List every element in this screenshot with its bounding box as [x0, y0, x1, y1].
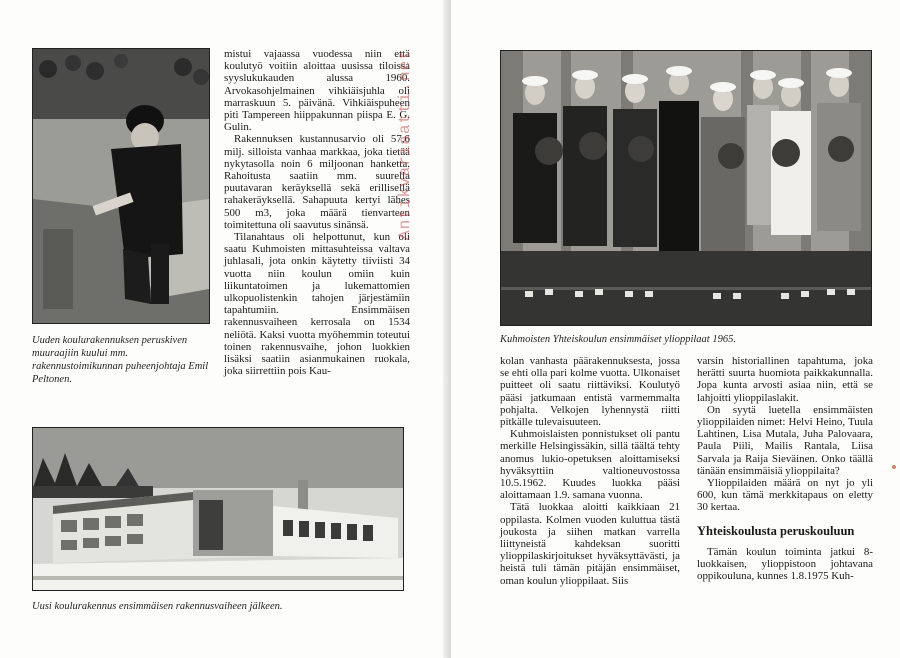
watermark: Antikvariaatti.net	[396, 49, 414, 240]
right-col1-paragraph-1: kolan vanhasta päärakennuksesta, jossa se ehti olla pari kolme vuotta. Ulkonaiset puitteet oli saatu riittäviksi. Koulutyö pääsi jatkumaan entistä varmemmalta pohjalta. Velkojen lyhennystä riitti pitkälle tulevaisuuteen.	[500, 355, 680, 429]
left-paragraph-2: Rakennuksen kustannusarvio oli 57,6 milj. silloista vanhaa markkaa, joka tietää nykytasolla noin 6 miljoonan hanketta. Rahoitusta saatiin mm. suurella puutavaran keräyksellä sekä erillisellä rahakeräyksellä. Sahapuuta kertyi lähes 500 m3, joka määrä tienvarteen toimitettuna oli saavutus sinänsä.	[224, 133, 410, 231]
section-heading: Yhteiskoulusta peruskouluun	[697, 523, 855, 538]
left-page	[0, 0, 449, 658]
right-col2-paragraph-1: varsin historiallinen tapahtuma, joka herätti suurta huomiota paikkakunnalla. Jopa kunta arvosti asiaa niin, että se lahjoitti ylioppilaslakit.	[697, 355, 873, 404]
left-text-column	[224, 48, 410, 377]
right-text-column-1	[500, 355, 680, 587]
right-text-column-2	[697, 355, 873, 582]
section-paragraph: Tämän koulun toiminta jatkui 8-luokkaisen, ylioppistoon johtavana oppikouluna, kunnes 1.8.1975 Kuh-	[697, 545, 873, 583]
caption-first-graduates: Kuhmoisten Yhteiskoulun ensimmäiset ylioppilaat 1965.	[500, 334, 736, 345]
caption-foundation-stone: Uuden koulurakennuksen peruskiven muuraajiin kuului mm. rakennustoimikunnan puheenjohtaja Emil Peltonen.	[32, 335, 209, 385]
left-paragraph-1: mistui vajaassa vuodessa niin että koulutyö voitiin aloittaa uusissa tiloissa syyslukukauden alussa 1960. Arvokasohjelmainen vihkiäisjuhla oli marraskuun 5. päivänä. Vihkiäispuheen piti Tampereen hiippakunnan piispa E. G. Gulin.	[224, 48, 410, 134]
margin-speck	[892, 465, 896, 469]
caption-school-building: Uusi koulurakennus ensimmäisen rakennusvaiheen jälkeen.	[32, 601, 283, 612]
right-col1-paragraph-2: Kuhmoislaisten ponnistukset oli pantu merkille Helsingissäkin, sillä täältä tehty anomus lukio-opetuksen aloittamiseksi hyväksyttiin valtioneuvostossa 10.5.1962. Kuudes luokka pääsi aloittamaan 1.9. samana vuonna.	[500, 428, 680, 502]
left-paragraph-3: Tilanahtaus oli helpottunut, kun oli saatu Kuhmoisten mittasuhteissa valtava juhlasali, jota onkin käytetty tiiviisti 34 vuotta niin koulun omiin kuin liikuntatoimen ja lukemattomien ulkopuolistenkin tahojen järjestämiin tapahtumiin. Ensimmäisen rakennusvaiheen kerrosala on 1534 neliötä. Kaksi vuotta myöhemmin toteutui toinen rakennusvaihe, johon luokkien lisäksi saatiin asianmukainen ruokala, joka siirrettiin pois Kau-	[224, 231, 410, 378]
photo-foundation-stone	[32, 48, 210, 324]
photo-school-building	[32, 427, 404, 591]
right-col2-paragraph-2: On syytä luetella ensimmäisten ylioppilaiden nimet: Helvi Heino, Tuula Lahtinen, Lisa Mutala, Juha Palovaara, Paula Piili, Mailis Rantala, Liisa Sarvala ja Raija Sieväinen. Onko täällä tänään ensimmäisiä ylioppilaita?	[697, 403, 873, 477]
right-col1-paragraph-3: Tätä luokkaa aloitti kaikkiaan 21 oppilasta. Kolmen vuoden kuluttua tästä joukosta ja siihen matkan varrella liittyneistä kahdeksan suoritti ylioppilaskirjoitukset hyväksyttävästi, ja heistä tuli tämän pitäjän ensimmäiset, oman koulun ylioppilaat. Siis	[500, 501, 680, 587]
photo-first-graduates	[500, 50, 872, 326]
right-col2-paragraph-3: Ylioppilaiden määrä on nyt jo yli 600, kun tämä merkkitapaus on eletty 30 kertaa.	[697, 477, 873, 514]
right-page	[451, 0, 900, 658]
